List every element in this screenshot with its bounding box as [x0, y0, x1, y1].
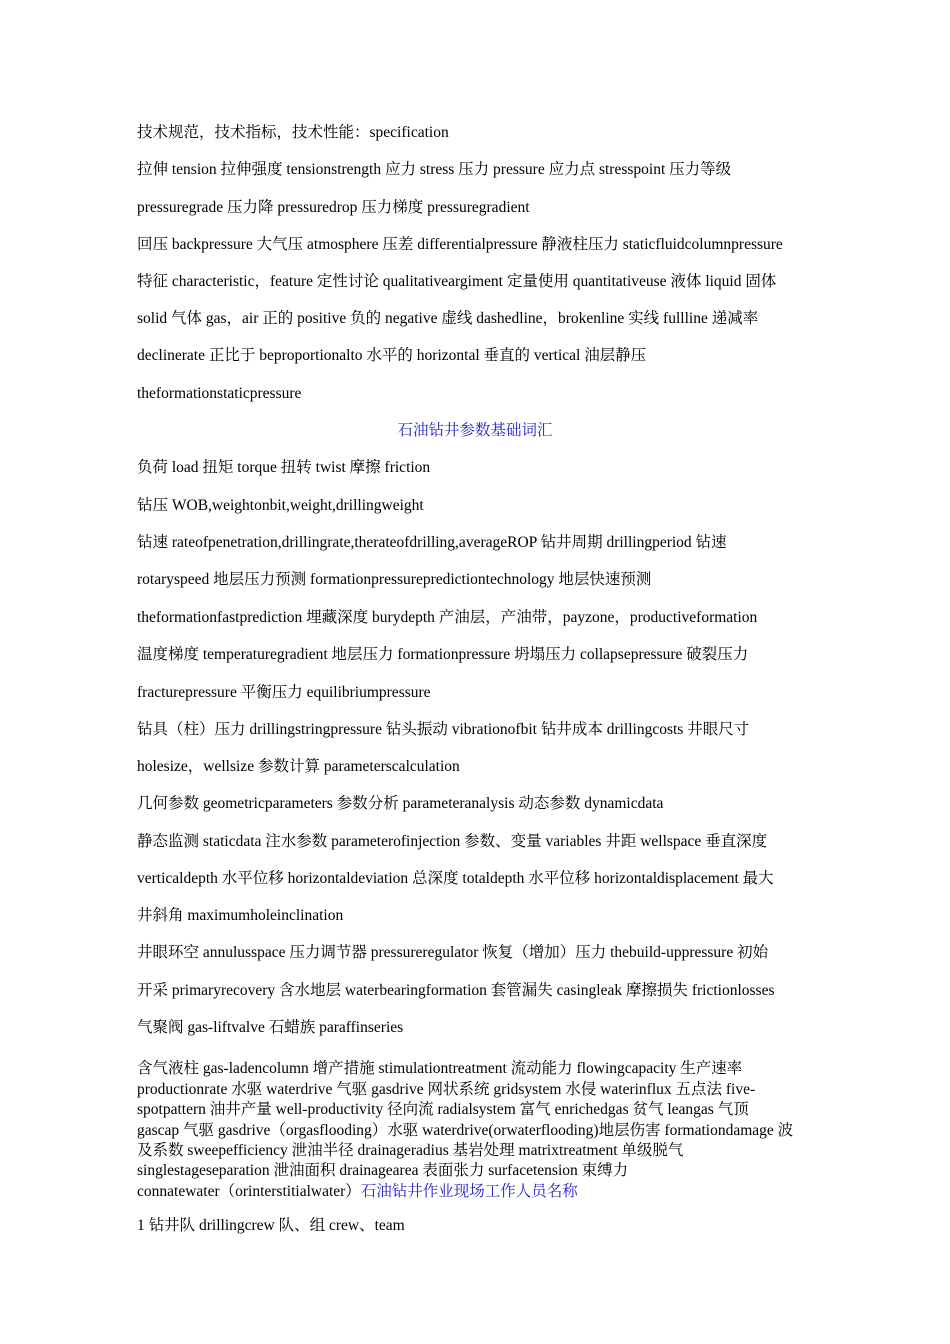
text-line: theformationfastprediction 埋藏深度 burydepth 产油层，产油带，payzone，productiveformation — [137, 609, 758, 626]
text-line: rotaryspeed 地层压力预测 formationpressurepredictiontechnology 地层快速预测 — [137, 571, 652, 588]
text-line: gascap 气驱 gasdrive（orgasflooding）水驱 waterdrive(orwaterflooding)地层伤害 formationdamage 波 — [137, 1122, 794, 1139]
text-line: 及系数 sweepefficiency 泄油半径 drainageradius 基岩处理 matrixtreatment 单级脱气 — [137, 1142, 684, 1159]
text-line — [137, 1182, 817, 1202]
text-line: 井眼环空 annulusspace 压力调节器 pressureregulator 恢复（增加）压力 thebuild-uppressure 初始 — [137, 944, 769, 961]
text-line: pressuregrade 压力降 pressuredrop 压力梯度 pressuregradient — [137, 199, 530, 216]
text-line: 钻速 rateofpenetration,drillingrate,therateofdrilling,averageROP 钻井周期 drillingperiod 钻速 — [137, 534, 727, 551]
text-line: 含气液柱 gas-ladencolumn 增产措施 stimulationtreatment 流动能力 flowingcapacity 生产速率 — [137, 1060, 743, 1077]
text-line: 开采 primaryrecovery 含水地层 waterbearingformation 套管漏失 casingleak 摩擦损失 frictionlosses — [137, 982, 775, 999]
text-line: 气聚阀 gas-liftvalve 石蜡族 paraffinseries — [137, 1019, 404, 1036]
text-line: 拉伸 tension 拉伸强度 tensionstrength 应力 stress 压力 pressure 应力点 stresspoint 压力等级 — [137, 161, 732, 178]
text-line: 温度梯度 temperaturegradient 地层压力 formationpressure 坍塌压力 collapsepressure 破裂压力 — [137, 646, 749, 663]
text-line: holesize，wellsize 参数计算 parameterscalculation — [137, 758, 460, 775]
text-fragment: connatewater（orinterstitialwater） — [137, 1183, 361, 1200]
text-line: 技术规范，技术指标，技术性能：specification — [137, 124, 449, 141]
text-line: theformationstaticpressure — [137, 385, 302, 402]
text-line: 钻具（柱）压力 drillingstringpressure 钻头振动 vibrationofbit 钻井成本 drillingcosts 井眼尺寸 — [137, 721, 750, 738]
text-line: 1 钻井队 drillingcrew 队、组 crew、team — [137, 1217, 405, 1234]
text-line: solid 气体 gas，air 正的 positive 负的 negative 虚线 dashedline，brokenline 实线 fullline 递减率 — [137, 310, 759, 327]
text-line: 回压 backpressure 大气压 atmosphere 压差 differentialpressure 静液柱压力 staticfluidcolumnpressure — [137, 236, 783, 253]
text-line: productionrate 水驱 waterdrive 气驱 gasdrive 网状系统 gridsystem 水侵 waterinflux 五点法 five- — [137, 1081, 756, 1098]
section-heading-inline: 石油钻井作业现场工作人员名称 — [360, 1183, 578, 1200]
text-line: 几何参数 geometricparameters 参数分析 parameteranalysis 动态参数 dynamicdata — [137, 795, 664, 812]
text-line: spotpattern 油井产量 well-productivity 径向流 radialsystem 富气 enrichedgas 贫气 leangas 气顶 — [137, 1101, 749, 1118]
text-line: 静态监测 staticdata 注水参数 parameterofinjection 参数、变量 variables 井距 wellspace 垂直深度 — [137, 833, 768, 850]
text-line: fracturepressure 平衡压力 equilibriumpressure — [137, 684, 431, 701]
text-line: 负荷 load 扭矩 torque 扭转 twist 摩擦 friction — [137, 459, 431, 476]
text-line: 钻压 WOB,weightonbit,weight,drillingweight — [137, 497, 424, 514]
text-line: declinerate 正比于 beproportionalto 水平的 horizontal 垂直的 vertical 油层静压 — [137, 347, 647, 364]
text-line: 特征 characteristic，feature 定性讨论 qualitativeargiment 定量使用 quantitativeuse 液体 liquid 固体 — [137, 273, 777, 290]
text-line: singlestageseparation 泄油面积 drainagearea 表面张力 surfacetension 束缚力 — [137, 1162, 629, 1179]
text-line: 井斜角 maximumholeinclination — [137, 907, 344, 924]
section-heading: 石油钻井参数基础词汇 — [397, 422, 553, 439]
text-line: verticaldepth 水平位移 horizontaldeviation 总深度 totaldepth 水平位移 horizontaldisplacement 最大 — [137, 870, 774, 887]
